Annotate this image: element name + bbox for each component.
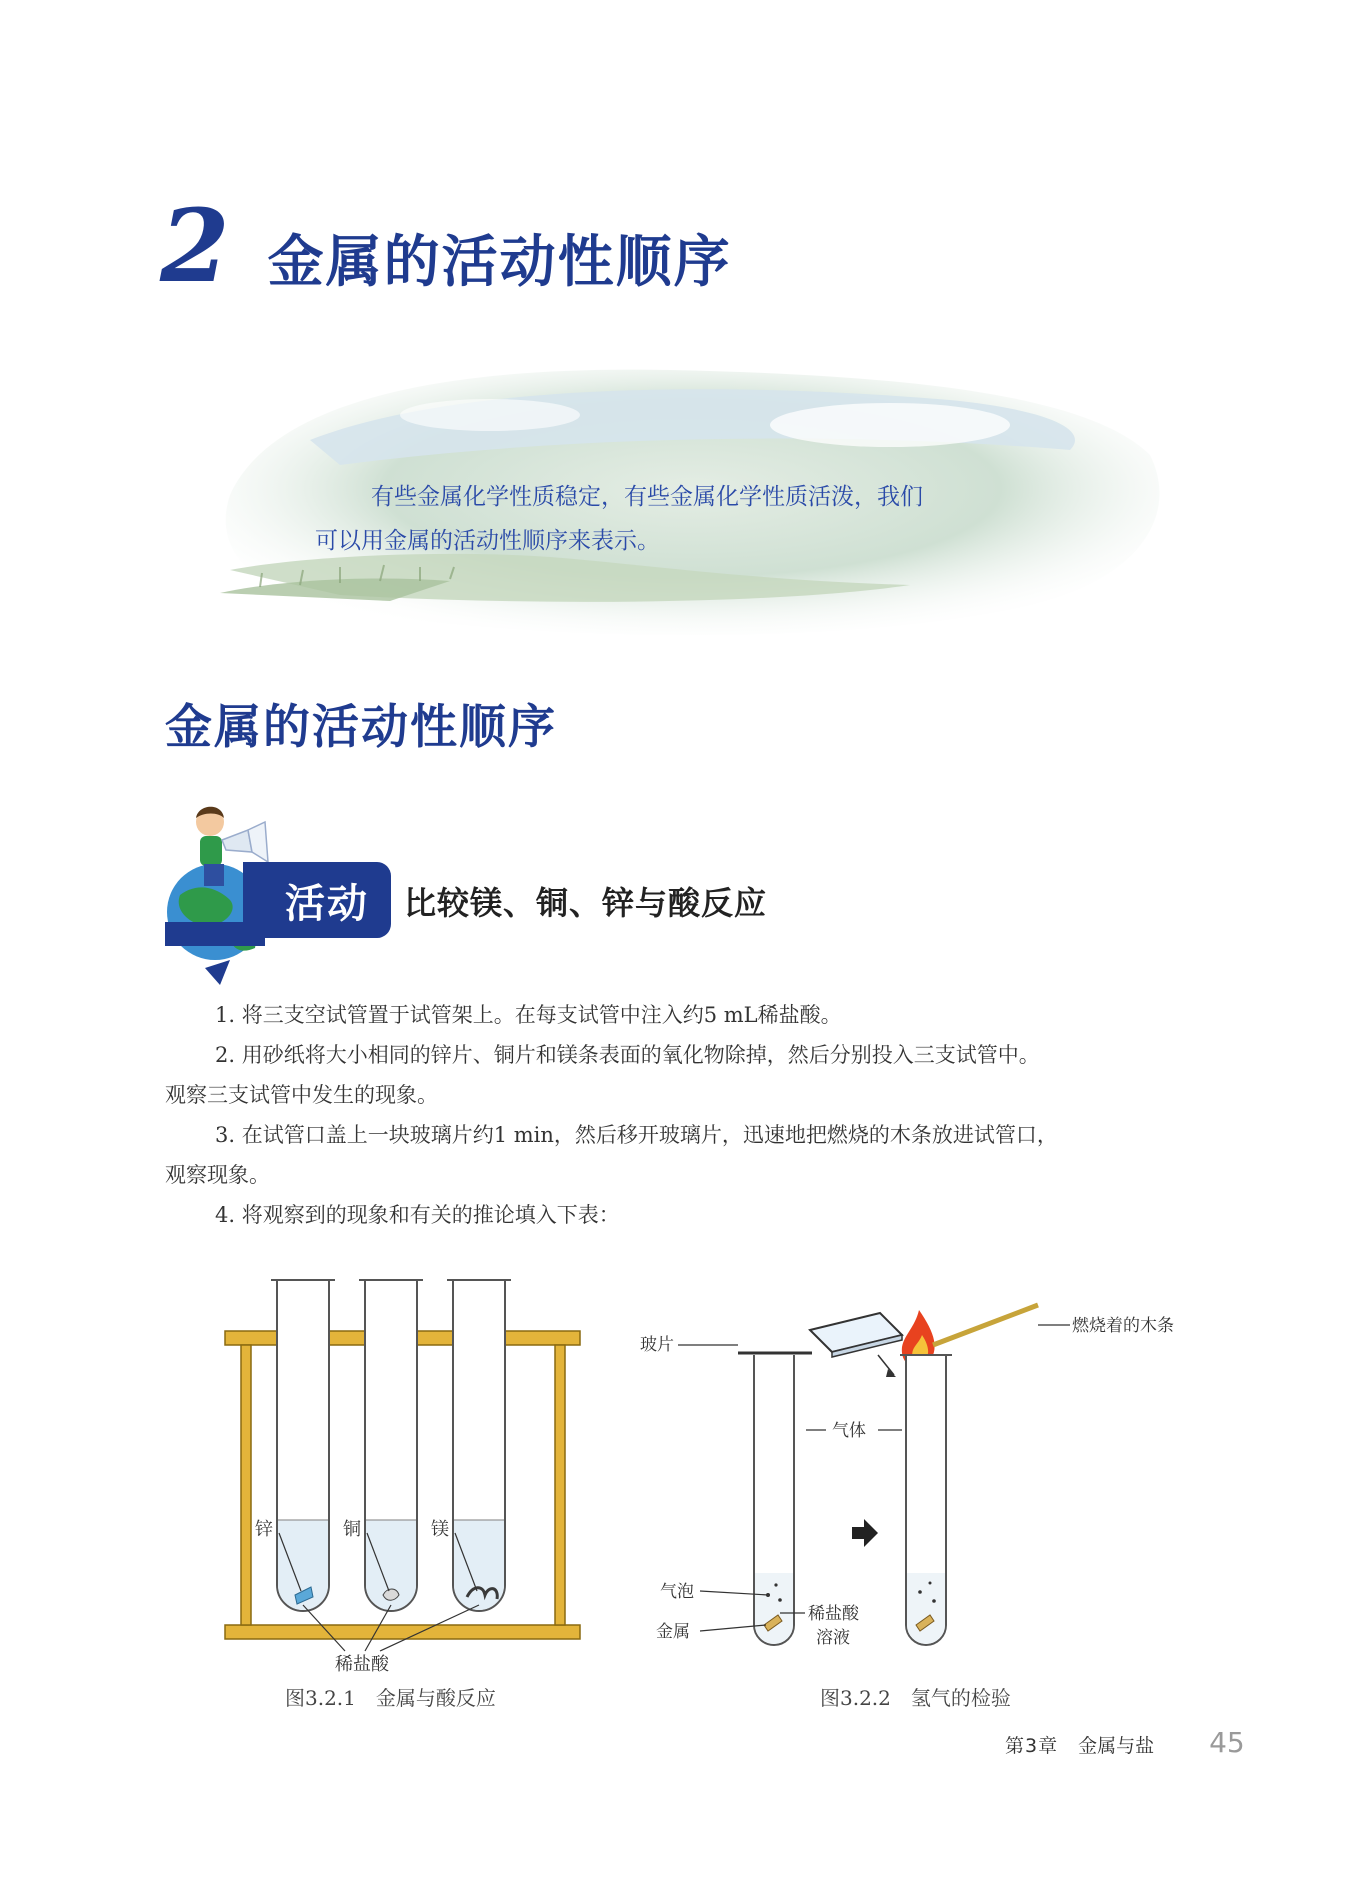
- label-zinc: 锌: [255, 1519, 273, 1540]
- activity-badge: 活动: [243, 862, 391, 938]
- caption-text: 氢气的检验: [910, 1686, 1011, 1710]
- label-solution: 溶液: [816, 1628, 850, 1648]
- label-dilute-acid: 稀盐酸: [335, 1654, 389, 1675]
- label-burning-stick: 燃烧着的木条: [1072, 1316, 1174, 1336]
- label-gas: 气体: [832, 1421, 866, 1441]
- footer-chapter: 第3章: [1005, 1735, 1059, 1757]
- chapter-title: 金属的活动性顺序: [267, 230, 732, 295]
- step-item: 1. 将三支空试管置于试管架上。在每支试管中注入约5 mL稀盐酸。: [215, 1003, 842, 1027]
- label-magnesium: 镁: [431, 1519, 449, 1540]
- intro-line: 有些金属化学性质稳定，有些金属化学性质活泼，我们: [371, 484, 923, 510]
- figure-hydrogen-test: [640, 1295, 1220, 1675]
- label-metal: 金属: [656, 1622, 690, 1642]
- step-continuation: 观察现象。: [165, 1163, 270, 1187]
- caption-number: 图3.2.2: [820, 1686, 891, 1710]
- footer-chapter-title: 金属与盐: [1078, 1735, 1155, 1757]
- intro-line: 可以用金属的活动性顺序来表示。: [315, 528, 660, 554]
- burning-stick: [933, 1305, 1038, 1345]
- label-copper: 铜: [343, 1519, 361, 1540]
- step-item: 3. 在试管口盖上一块玻璃片约1 min，然后移开玻璃片，迅速地把燃烧的木条放进试管口，: [215, 1123, 1058, 1147]
- figure-caption: [285, 1682, 496, 1711]
- section-title: 金属的活动性顺序: [165, 700, 557, 755]
- page-footer: [1005, 1726, 1245, 1759]
- label-bubbles: 气泡: [660, 1582, 694, 1602]
- chapter-number: 2: [160, 187, 230, 305]
- chapter-heading: [160, 187, 732, 305]
- figure-caption: [820, 1682, 1011, 1711]
- page-number: 45: [1209, 1726, 1245, 1759]
- caption-text: 金属与酸反应: [375, 1686, 496, 1710]
- label-glass-slide: 玻片: [640, 1335, 674, 1355]
- activity-steps: [165, 995, 1215, 1235]
- activity-header: [160, 800, 1000, 985]
- caption-number: 图3.2.1: [285, 1686, 356, 1710]
- step-item: 4. 将观察到的现象和有关的推论填入下表：: [215, 1203, 620, 1227]
- activity-title: 比较镁、铜、锌与酸反应: [404, 884, 768, 922]
- step-continuation: 观察三支试管中发生的现象。: [165, 1083, 438, 1107]
- label-acid: 稀盐酸: [808, 1604, 859, 1624]
- arrow-icon: [852, 1519, 878, 1547]
- figure-metals-with-acid: [215, 1265, 590, 1675]
- intro-paragraph: [315, 475, 1035, 563]
- step-item: 2. 用砂纸将大小相同的锌片、铜片和镁条表面的氧化物除掉，然后分别投入三支试管中。: [215, 1043, 1040, 1067]
